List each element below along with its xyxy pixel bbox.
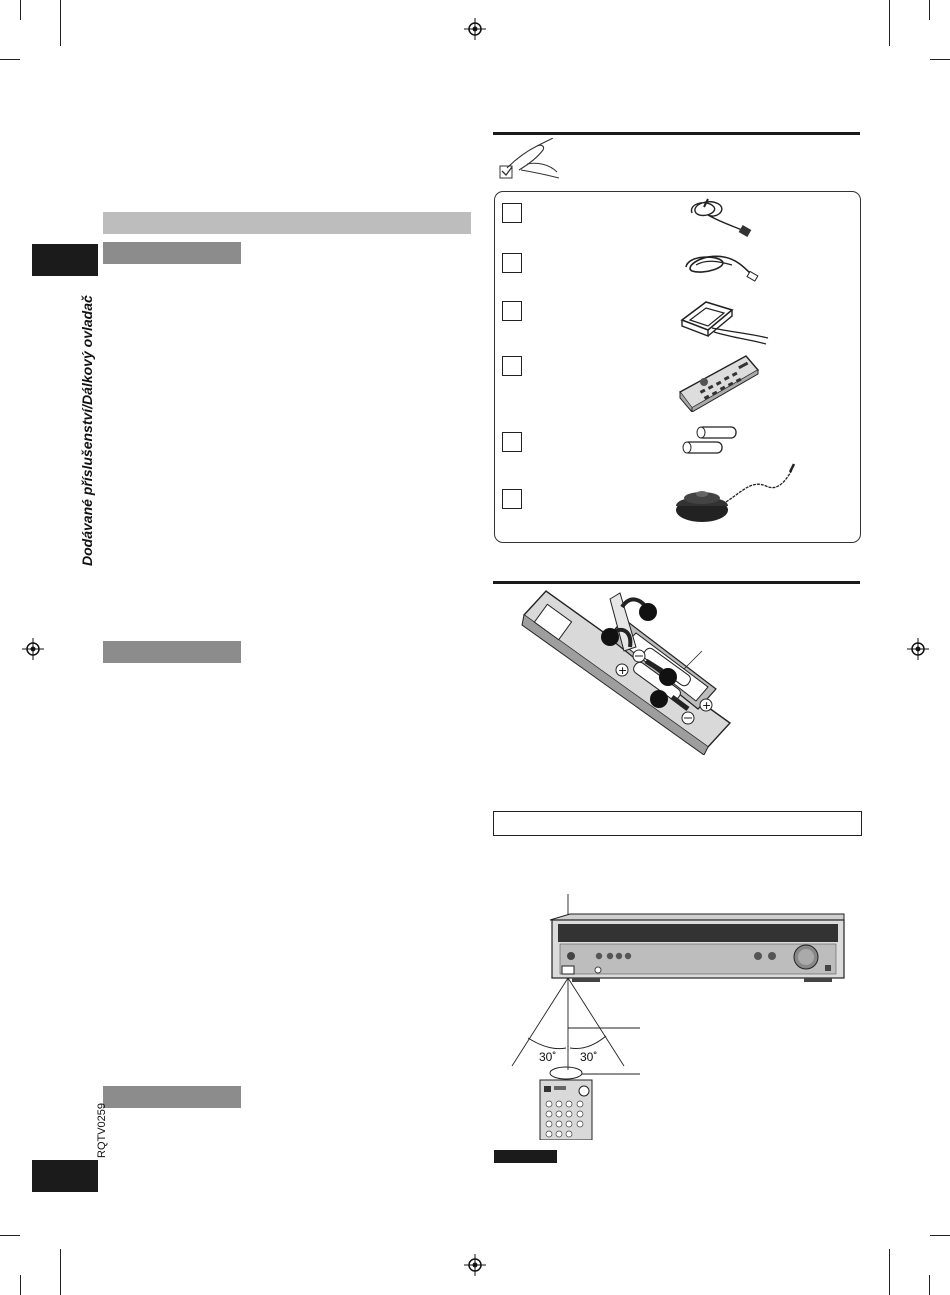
document-code: RQTV0259 xyxy=(96,1102,108,1158)
note-tab xyxy=(494,1150,557,1163)
subsection-tab xyxy=(103,1086,241,1108)
crop-mark xyxy=(929,0,930,20)
page-number-tab xyxy=(32,1160,98,1192)
battery-section-rule xyxy=(493,581,860,584)
crop-mark xyxy=(889,1249,890,1295)
crop-mark xyxy=(20,1275,21,1295)
accessory-checkbox[interactable] xyxy=(502,301,522,321)
accessory-checkbox[interactable] xyxy=(502,253,522,273)
language-tab xyxy=(32,244,98,276)
remote-control-icon xyxy=(676,352,762,412)
registration-mark-icon xyxy=(464,1254,486,1276)
svg-text:+: + xyxy=(702,699,712,712)
crop-mark xyxy=(930,1235,950,1236)
section-header-bar xyxy=(103,212,471,234)
accessory-checkbox[interactable] xyxy=(502,489,522,509)
crop-mark xyxy=(20,0,21,20)
crop-mark xyxy=(889,0,890,46)
angle-left-label: 30˚ xyxy=(539,1050,557,1064)
crop-mark xyxy=(930,59,950,60)
angle-right-label: 30˚ xyxy=(580,1050,598,1064)
crop-mark xyxy=(60,0,61,46)
crop-mark xyxy=(60,1249,61,1295)
ac-power-cord-icon xyxy=(686,195,754,239)
subsection-tab xyxy=(103,242,241,264)
am-loop-antenna-icon xyxy=(672,292,772,352)
registration-mark-icon xyxy=(464,18,486,40)
batteries-icon xyxy=(676,424,742,458)
accessory-checkbox[interactable] xyxy=(502,432,522,452)
receiver-illustration xyxy=(500,890,860,1140)
registration-mark-icon xyxy=(22,638,44,660)
accessory-checkbox[interactable] xyxy=(502,356,522,376)
accessory-checkbox[interactable] xyxy=(502,203,522,223)
crop-mark xyxy=(0,1235,20,1236)
setup-microphone-icon xyxy=(674,460,800,530)
battery-insertion-illustration xyxy=(512,585,740,755)
accessories-rule xyxy=(493,132,860,135)
checklist-hand-icon xyxy=(497,138,563,182)
fm-antenna-icon xyxy=(682,247,762,285)
crop-mark xyxy=(0,59,20,60)
crop-mark xyxy=(929,1275,930,1295)
side-title: Dodávané příslušenství/Dálkový ovladač xyxy=(79,295,95,566)
subsection-tab xyxy=(103,641,241,663)
registration-mark-icon xyxy=(907,638,929,660)
svg-text:+: + xyxy=(618,664,628,677)
remote-use-heading-box xyxy=(493,811,862,836)
